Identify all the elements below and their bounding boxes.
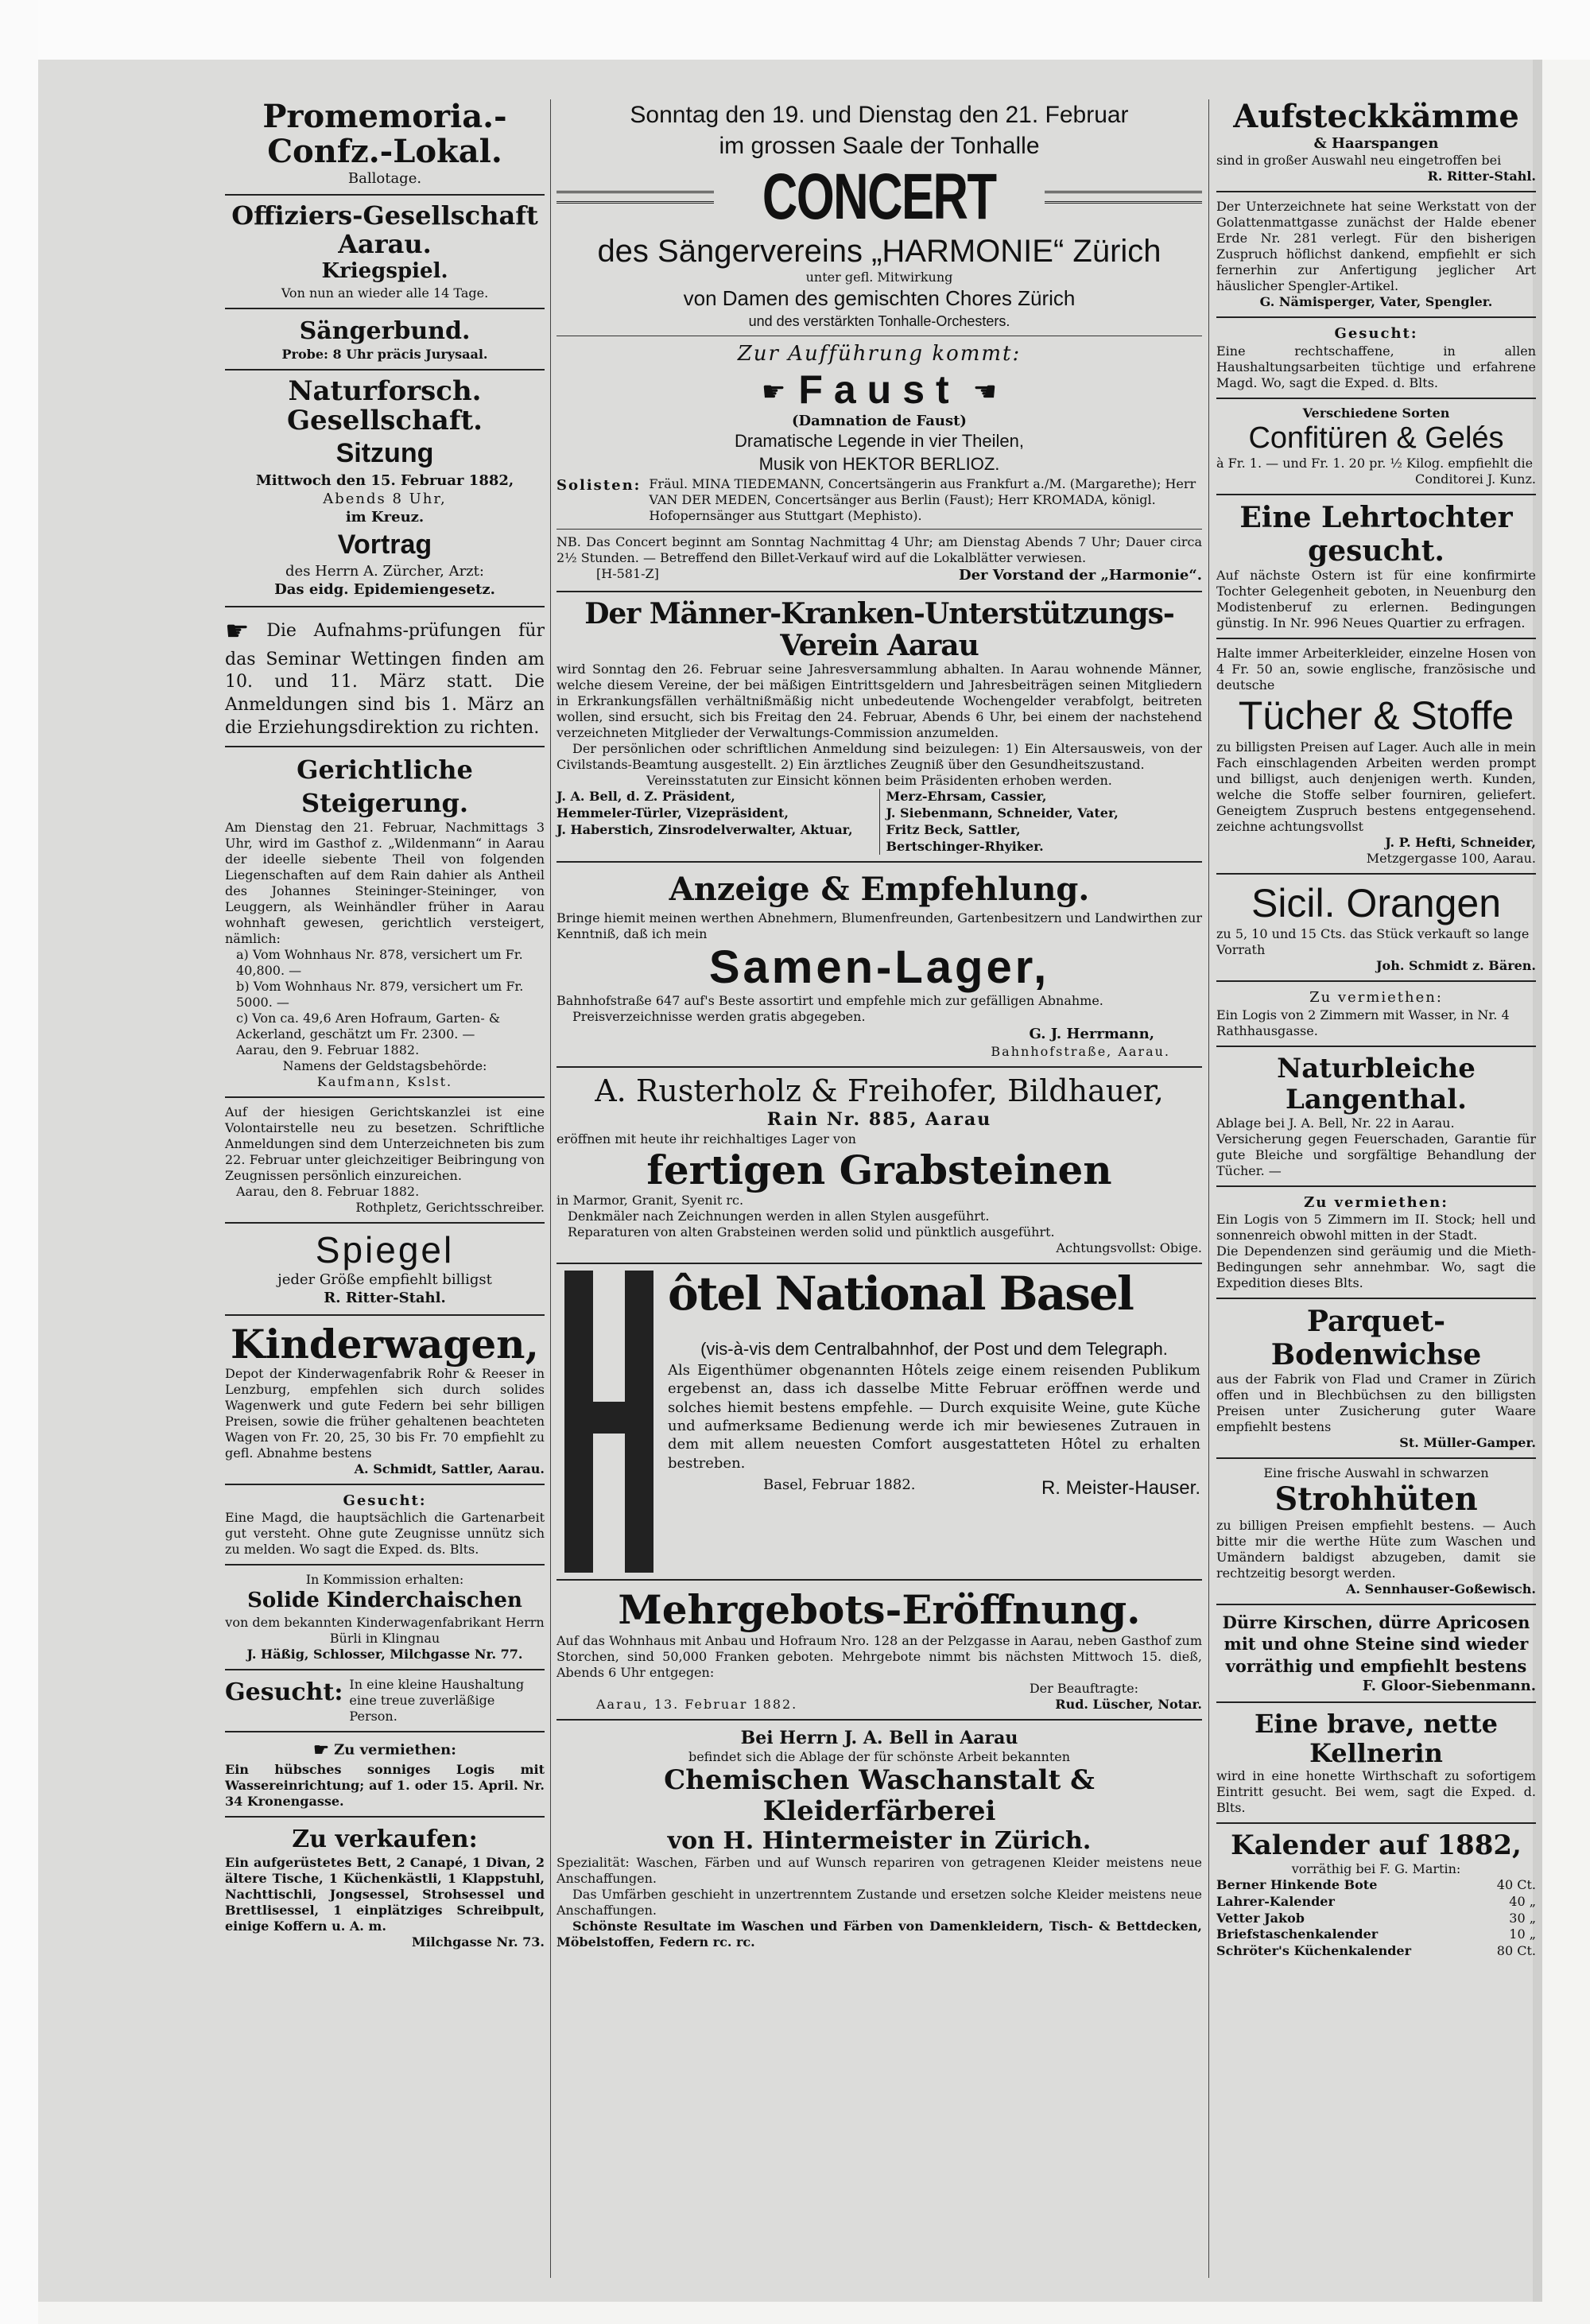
ad-offiziers-title: Offiziers-Gesellschaft Aarau. [231, 200, 538, 259]
ad-steigerung-authority: Namens der Geldstagsbehörde: [282, 1058, 487, 1074]
concert-venue: im grossen Saale der Tonhalle [719, 133, 1040, 159]
ad-kellnerin-body: wird in eine honette Wirthschaft zu sofortigem Eintritt gesucht. Bei wem, sagt die Exped. d. Blts. [1216, 1767, 1536, 1815]
hotel-title: ôtel National Basel [668, 1267, 1133, 1321]
ad-seminar [225, 614, 545, 740]
ad-kommission-body: von dem bekannten Kinderwagenfabrikant Herrn Bürli in Klingnau [225, 1614, 545, 1646]
ad-person-body: In eine kleine Haushaltung eine treue zuverläßige Person. [349, 1676, 525, 1724]
ad-confituren-sign: Conditorei J. Kunz. [1415, 471, 1536, 487]
ad-kalender-intro: vorräthig bei F. G. Martin: [1291, 1860, 1461, 1876]
concert-orchestra: und des verstärkten Tonhalle-Orchesters. [748, 312, 1010, 329]
verein-member: Hemmeler-Türler, Vizepräsident, [556, 805, 789, 821]
verein-members-right [879, 789, 1203, 855]
samen-lager: Samen-Lager, [708, 941, 1050, 994]
pointing-hand-icon: ☛ [225, 615, 250, 647]
concert-legend: Dramatische Legende in vier Theilen, [734, 431, 1025, 452]
ad-naturforsch-date: Mittwoch den 15. Februar 1882, [255, 471, 514, 489]
samen-title: Anzeige & Empfehlung. [669, 871, 1090, 909]
ad-logis2-title: Zu vermiethen: [1309, 989, 1443, 1007]
concert-society: des Sängervereins „HARMONIE“ Zürich [597, 234, 1161, 269]
ad-bleiche-title: Naturbleiche Langenthal. [1277, 1052, 1476, 1115]
rusterholz-sign: Achtungsvollst: Obige. [1056, 1240, 1202, 1256]
ad-logis-title-text: Zu vermiethen: [334, 1741, 456, 1759]
concert-work: Faust [798, 367, 960, 412]
ad-verkaufen-title: Zu verkaufen: [292, 1825, 478, 1853]
ad-parquet-body: aus der Fabrik von Flad und Cramer in Zürich offen und in Blechbüchsen zu den billigsten Preisen unter Zusicherung guter Waare empfiehlt bestens [1216, 1372, 1536, 1434]
ad-logis3-more: Die Dependenzen sind geräumig und die Mieth-Bedingungen sehr annehmbar. Wo, sagt die Expedition dieses Blts. [1216, 1243, 1536, 1291]
right-column [1216, 99, 1536, 1960]
waschanstalt-intro: Bei Herrn J. A. Bell in Aarau [740, 1727, 1018, 1748]
mehrgebot-body: Auf das Wohnhaus mit Anbau und Hofraum Nro. 128 an der Pelzgasse in Aarau, neben Gasthof zum Storchen, sind 50,000 Franken geboten. Mehrgebote nimmt bis nächsten Mittwoch 15. dieß, Abends 6 Uhr entgegen: [556, 1632, 1202, 1680]
waschanstalt-ablage: befindet sich die Ablage der für schönste Arbeit bekannten [688, 1749, 1071, 1765]
ad-kanzlei-date: Aarau, den 8. Februar 1882. [236, 1184, 420, 1200]
ad-kalender-list [1216, 1877, 1536, 1960]
ad-kaemme-sub: & Haarspangen [1313, 135, 1439, 152]
concert-title: CONCERT [762, 161, 996, 233]
concert-assist: unter gefl. Mitwirkung [805, 270, 953, 285]
verein-title: Der Männer-Kranken-Unterstützungs-Verein Aarau [584, 596, 1174, 662]
ad-confituren-intro: Verschiedene Sorten [1302, 405, 1450, 421]
ad-steigerung-sign: Kaufmann, Kslst. [316, 1074, 453, 1090]
hotel-date: Basel, Februar 1882. [763, 1476, 916, 1494]
kalender-name: Lahrer-Kalender [1216, 1893, 1335, 1909]
decorative-rule [1045, 191, 1202, 204]
ad-kaemme-body: sind in großer Auswahl neu eingetroffen bei [1216, 153, 1502, 169]
kalender-price: 30 „ [1509, 1910, 1536, 1926]
ad-spiegel-sign: R. Ritter-Stahl. [324, 1290, 446, 1307]
ad-person-title: Gesucht: [225, 1678, 343, 1706]
ad-seminar-text: Die Aufnahms-prüfungen für das Seminar Wettingen finden am 10. und 11. März statt. Die Anmeldungen sind bis 1. März an die Erziehungsdirektion zu richten. [225, 620, 545, 738]
ad-bleiche-ablage: Ablage bei J. A. Bell, Nr. 22 in Aarau. [1216, 1115, 1455, 1131]
rusterholz-product: fertigen Grabsteinen [646, 1146, 1112, 1193]
ad-naturforsch-topic: Das eidg. Epidemiengesetz. [274, 581, 495, 599]
ad-naturforsch-sitzung: Sitzung [335, 438, 434, 469]
ad-confituren-title: Confitüren & Gelés [1248, 421, 1504, 455]
ad-steigerung-body: Am Dienstag den 21. Februar, Nachmittags 3 Uhr, wird im Gasthof z. „Wildenmann“ in Aarau der ideelle siebente Theil von folgenden Liegenschaften auf dem Rain dahier als Antheil des Johannes Steininger-Steininger, von Leuggern, als Weinhändler früher in Aarau wohnhaft gewesen, gerichtlich versteigert, nämlich: [225, 820, 545, 947]
waschanstalt-results: Schönste Resultate im Waschen und Färben von Damenkleidern, Tisch- & Bettdecken, Möbelstoffen, Federn rc. rc. [556, 1919, 1202, 1950]
mehrgebot-date: Aarau, 13. Februar 1882. [596, 1696, 798, 1712]
ad-magd-title: Gesucht: [343, 1492, 427, 1509]
verein-members-left [556, 789, 873, 855]
hotel-ad [556, 1267, 1202, 1573]
ad-steigerung-b: b) Vom Wohnhaus Nr. 879, versichert um Fr. 5000. — [236, 979, 524, 1011]
ad-kirschen-sign: F. Gloor-Siebenmann. [1362, 1677, 1536, 1694]
verein-member: Bertschinger-Rhyiker. [886, 838, 1044, 854]
samen-address: Bahnhofstraße, Aarau. [991, 1043, 1170, 1059]
ad-kalender-title: Kalender auf 1882, [1231, 1829, 1522, 1861]
ad-kommission-title: Solide Kinderchaischen [247, 1589, 522, 1613]
list-item [1216, 1894, 1536, 1911]
ad-saengerbund-title: Sängerbund. [299, 316, 471, 345]
waschanstalt-title: Chemischen Waschanstalt & Kleiderfärberei [664, 1764, 1095, 1828]
left-column [225, 99, 545, 1950]
concert-sign-row [556, 566, 1202, 584]
ad-logis-title [225, 1739, 545, 1762]
rusterholz-repair: Reparaturen von alten Grabsteinen werden solid und pünktlich ausgeführt. [568, 1224, 1055, 1240]
ad-orangen-sign: Joh. Schmidt z. Bären. [1375, 958, 1536, 974]
ad-logis-body: Ein hübsches sonniges Logis mit Wassereinrichtung; auf 1. oder 15. April. Nr. 34 Kronengasse. [225, 1761, 545, 1809]
concert-composer: Musik von HEKTOR BERLIOZ. [758, 453, 1000, 474]
verein-member: Fritz Beck, Sattler, [886, 821, 1021, 837]
ad-logis2-body: Ein Logis von 2 Zimmern mit Wasser, in Nr. 4 Rathhausgasse. [1216, 1007, 1510, 1038]
hotel-sign: R. Meister-Hauser. [1041, 1477, 1200, 1500]
samen-body: Bahnhofstraße 647 auf's Beste assortirt und empfehle mich zur gefälligen Abnahme. [556, 993, 1103, 1009]
pointing-hand-left-icon: ☚ [972, 376, 998, 409]
ad-naturforsch-place: im Kreuz. [345, 509, 425, 526]
verein-docs: Der persönlichen oder schriftlichen Anmeldung sind beizulegen: 1) Ein Altersausweis, von der Civilstands-Beamtung ausgestellt. 2) Ein ärztliches Zeugniß über den Gesundheitszustand. [556, 741, 1202, 773]
ad-magd-body: Eine Magd, die hauptsächlich die Gartenarbeit gut versteht. Ohne gute Zeugnisse unnütz sich zu melden. Wo sagt die Exped. ds. Blts. [225, 1510, 545, 1558]
waschanstalt-special: Spezialität: Waschen, Färben und auf Wunsch repariren von getragenen Kleider meistens neue Anschaffungen. [556, 1855, 1202, 1887]
hotel-initial-h [556, 1271, 660, 1573]
mehrgebot-agent-label: Der Beauftragte: [1029, 1680, 1138, 1696]
concert-choir: von Damen des gemischten Chores Zürich [683, 286, 1076, 310]
kalender-name: Schröter's Küchenkalender [1216, 1943, 1412, 1959]
verein-statuten: Vereinsstatuten zur Einsicht können beim Präsidenten erhoben werden. [646, 773, 1112, 789]
scan-margin-left [0, 0, 38, 2324]
ad-steigerung-date: Aarau, den 9. Februar 1882. [236, 1042, 420, 1058]
ad-parquet-sign: St. Müller-Gamper. [1399, 1435, 1536, 1450]
ad-person [225, 1677, 545, 1725]
ad-strohhut-title: Strohhüten [1274, 1480, 1478, 1518]
ad-strohhut-sign: A. Sennhauser-Goßewisch. [1346, 1581, 1536, 1597]
concert-soloists-list: Fräul. MINA TIEDEMANN, Concertsängerin aus Frankfurt a./M. (Margarethe); Herr VAN DER MEDEN, Concertsänger aus Berlin (Faust); Herr KROMADA, königl. Hofopernsänger aus Stuttgart (Mephisto). [649, 475, 1196, 523]
center-column [556, 99, 1202, 1950]
kalender-price: 80 Ct. [1496, 1943, 1536, 1959]
decorative-rule [556, 191, 714, 204]
ad-verkaufen-sign: Milchgasse Nr. 73. [411, 1934, 545, 1950]
ad-kommission-intro: In Kommission erhalten: [305, 1572, 464, 1588]
ad-stoffe-title: Tücher & Stoffe [1238, 693, 1514, 739]
hotel-text: Als Eigenthümer obgenannten Hôtels zeige einem reisenden Publikum ergebenst an, dass ich dasselbe Mitte Februar eröffnen werde und solches hiemit bestens empfehle. — Durch exquisite Weine, gute Küche und aufmerksame Bedienung werde ich mir bewiesenes Zutrauen in dem mit allem neuesten Comfort ausgestatteten Hôtel zu erhalten bestreben. [668, 1361, 1200, 1472]
ad-orangen-title: Sicil. Orangen [1251, 880, 1502, 925]
ad-kinderwagen-title: Kinderwagen, [231, 1320, 539, 1368]
verein-member: Merz-Ehrsam, Cassier, [886, 789, 1047, 805]
ad-kinderwagen-sign: A. Schmidt, Sattler, Aarau. [354, 1461, 545, 1476]
ad-naturforsch-time: Abends 8 Uhr, [323, 490, 447, 507]
column-rule-left [550, 99, 551, 2278]
mehrgebot-sign: Rud. Lüscher, Notar. [1055, 1696, 1202, 1712]
waschanstalt-owner: von H. Hintermeister in Zürich. [667, 1826, 1092, 1855]
column-rule-right [1208, 99, 1209, 2278]
ad-kaemme-title: Aufsteckkämme [1233, 98, 1519, 135]
kalender-price: 40 „ [1509, 1893, 1536, 1909]
ad-parquet-title: Parquet-Bodenwichse [1270, 1305, 1482, 1372]
ad-kirschen-body: Dürre Kirschen, dürre Apricosen mit und ohne Steine sind wieder vorräthig und empfiehlt bestens [1222, 1612, 1530, 1676]
kalender-price: 10 „ [1509, 1926, 1536, 1942]
concert-code: [H-581-Z] [596, 565, 659, 581]
ad-bleiche-body: Versicherung gegen Feuerschaden, Garantie für gute Bleiche und sorgfältige Behandlung der Tücher. — [1216, 1131, 1536, 1178]
mehrgebot-title: Mehrgebots-Eröffnung. [618, 1586, 1141, 1634]
rusterholz-material: in Marmor, Granit, Syenit rc. [556, 1193, 744, 1209]
ad-strohhut-body: zu billigen Preisen empfiehlt bestens. — Auch bitte mir die werthe Hüte zum Waschen und Umändern baldigst abzugeben, damit sie rechtzeitig besorgt werden. [1216, 1518, 1536, 1581]
ad-naturforsch-speaker: des Herrn A. Zürcher, Arzt: [285, 562, 484, 580]
concert-date: Sonntag den 19. und Dienstag den 21. Februar [630, 102, 1129, 128]
kalender-name: Vetter Jakob [1216, 1910, 1305, 1926]
ad-confituren-body: à Fr. 1. — und Fr. 1. 20 pr. ½ Kilog. empfiehlt die [1216, 456, 1534, 471]
ad-kanzlei-sign: Rothpletz, Gerichtsschreiber. [355, 1200, 545, 1216]
ad-offiziers-note: Von nun an wieder alle 14 Tage. [281, 285, 489, 301]
verein-member: J. A. Bell, d. Z. Präsident, [556, 789, 735, 805]
ad-steigerung-title: Gerichtliche Steigerung. [297, 755, 473, 818]
verein-member: J. Siebenmann, Schneider, Vater, [886, 805, 1119, 821]
concert-sign: Der Vorstand der „Harmonie“. [958, 566, 1202, 584]
ad-magd2-title: Gesucht: [1334, 325, 1418, 343]
ad-lehrtochter-body: Auf nächste Ostern ist für eine konfirmirte Tochter Gelegenheit geboten, in Neuenburg den Modistenberuf zu erlernen. Bedingungen günstig. In Nr. 996 Neues Quartier zu erfragen. [1216, 568, 1536, 631]
ad-strohhut-intro: Eine frische Auswahl in schwarzen [1263, 1465, 1489, 1480]
pointing-hand-icon: ☛ [761, 376, 786, 409]
ad-naturforsch-title: Naturforsch. Gesellschaft. [286, 374, 483, 436]
ad-steigerung-a: a) Vom Wohnhaus Nr. 878, versichert um Fr. 40,800. — [236, 947, 523, 979]
rusterholz-address: Rain Nr. 885, Aarau [766, 1109, 992, 1131]
ad-werkstatt-body: Der Unterzeichnete hat seine Werkstatt von der Golattenmattgasse zunächst der Halde ebener Erde Nr. 281 verlegt. Für den bisherigen Zuspruch höflichst dankend, empfiehlt er sich fernerhin zur Anfertigung jeglicher Art häuslicher Spengler-Artikel. [1216, 199, 1536, 294]
concert-soloists-label: Solisten: [556, 476, 642, 494]
hotel-sign-row [668, 1476, 1200, 1500]
ad-kommission-sign: J. Häßig, Schlosser, Milchgasse Nr. 77. [246, 1646, 523, 1662]
ad-logis3-body: Ein Logis von 5 Zimmern im II. Stock; hell und sonnenreich obwohl mitten in der Stadt. [1216, 1212, 1536, 1243]
rusterholz-intro: eröffnen mit heute ihr reichhaltiges Lager von [556, 1131, 856, 1146]
list-item [1216, 1877, 1536, 1894]
concert-nb: NB. Das Concert beginnt am Sonntag Nachmittag 4 Uhr; am Dienstag Abends 7 Uhr; Dauer circa 2½ Stunden. — Betreffend den Billet-Verkauf wird auf die Lokalblätter verwiesen. [556, 533, 1202, 565]
ad-promemoria-title: Promemoria.-Confz.-Lokal. [262, 98, 507, 170]
kalender-name: Berner Hinkende Bote [1216, 1876, 1378, 1892]
verein-body: wird Sonntag den 26. Februar seine Jahresversammlung abhalten. In Aarau wohnende Männer, welche diesem Vereine, der bei mäßigen Eintrittsgeldern und Jahresbeiträgen seinen Mitgliedern in Erkrankungsfällen verhältnißmäßig nicht unbedeutende Wochengelder verabfolgt, beitreten wollen, sind ersucht, sich bis Freitag den 24. Februar, Abends 6 Uhr, bei einem der nachstehend verzeichneten Mitglieder der Verwaltungs-Commission anzumelden. [556, 662, 1202, 741]
waschanstalt-body: Das Umfärben geschieht in unzertrenntem Zustande und ersetzen solche Kleider meistens neue Anschaffungen. [556, 1887, 1202, 1919]
ad-steigerung-c: c) Von ca. 49,6 Aren Hofraum, Garten- & Ackerland, geschätzt um Fr. 2300. — [236, 1011, 501, 1042]
ad-stoffe-body: zu billigsten Preisen auf Lager. Auch alle in mein Fach einschlagenden Arbeiten werden prompt und billigst, auch denjenigen werth. Kunden, welche die Stoffe selber fourniren, geliefert. Geneigtem Zuspruch bestens entgegensehend. zeichne achtungsvollst [1216, 739, 1536, 834]
ad-magd2-body: Eine rechtschaffene, in allen Haushaltungsarbeiten tüchtige und erfahrene Magd. Wo, sagt die Exped. d. Blts. [1216, 343, 1536, 390]
samen-sign: G. J. Herrmann, [1029, 1026, 1154, 1043]
ad-stoffe-intro: Halte immer Arbeiterkleider, einzelne Hosen von 4 Fr. 50 an, sowie englische, französische und deutsche [1216, 646, 1536, 693]
scan-margin-top [0, 0, 1590, 60]
ad-saengerbund-note: Probe: 8 Uhr präcis Jurysaal. [281, 346, 488, 362]
list-item [1216, 1926, 1536, 1943]
ad-spiegel-title: Spiegel [315, 1229, 455, 1271]
ad-werkstatt-sign: G. Nämisperger, Vater, Spengler. [1259, 294, 1493, 310]
ad-lehrtochter-title: Eine Lehrtochter gesucht. [1239, 501, 1513, 568]
ad-kaemme-sign: R. Ritter-Stahl. [1427, 169, 1536, 184]
rusterholz-denkmal: Denkmäler nach Zeichnungen werden in allen Stylen ausgeführt. [568, 1209, 990, 1224]
ad-stoffe-address: Metzgergasse 100, Aarau. [1366, 850, 1536, 866]
ad-verkaufen-body: Ein aufgerüstetes Bett, 2 Canapé, 1 Divan, 2 ältere Tische, 1 Küchenkästli, 1 Klappstuhl, Nachttischli, Jongsessel, Strohsessel und Brettlisessel, 1 einplätziges Schreibpult, einige Koffern u. A. m. [225, 1854, 545, 1934]
concert-title-row [556, 161, 1202, 233]
ad-offiziers-sub: Kriegspiel. [321, 258, 448, 283]
concert-work-row [556, 368, 1202, 412]
hotel-body [668, 1338, 1200, 1500]
kalender-name: Briefstaschenkalender [1216, 1926, 1379, 1942]
hotel-location: (vis-à-vis dem Centralbahnhof, der Post und dem Telegraph. [700, 1339, 1168, 1360]
ad-kinderwagen-body: Depot der Kinderwagenfabrik Rohr & Reeser in Lenzburg, empfehlen sich durch solides Wagenwerk und gute Federn bei sehr billigen Preisen, sowie die früher gehaltenen beachteten Wagen von Fr. 20, 25, 30 bis Fr. 70 empfiehlt zu gefl. Abnahme bestens [225, 1365, 545, 1461]
concert-soloists [556, 476, 1202, 524]
verein-member: J. Haberstich, Zinsrodelverwalter, Aktuar, [556, 821, 853, 837]
ad-stoffe-sign: J. P. Hefti, Schneider, [1385, 834, 1536, 850]
ad-naturforsch-vortrag: Vortrag [337, 529, 432, 560]
concert-performance: Zur Aufführung kommt: [737, 342, 1022, 367]
kalender-price: 40 Ct. [1496, 1876, 1536, 1892]
ad-orangen-body: zu 5, 10 und 15 Cts. das Stück verkauft so lange Vorrath [1216, 926, 1530, 958]
ad-kanzlei-body: Auf der hiesigen Gerichtskanzlei ist eine Volontairstelle neu zu besetzen. Schriftliche Anmeldungen sind dem Unterzeichneten bis zum 22. Februar unter gleichzeitiger Beibringung von Zeugnissen persönlich einzureichen. [225, 1104, 545, 1184]
verein-members [556, 789, 1202, 855]
list-item [1216, 1911, 1536, 1927]
list-item [1216, 1943, 1536, 1960]
samen-price: Preisverzeichnisse werden gratis abgegeben. [572, 1009, 866, 1025]
pointing-hand-icon: ☛ [313, 1739, 329, 1760]
mehrgebot-sign-row [556, 1697, 1202, 1713]
samen-intro: Bringe hiemit meinen werthen Abnehmern, Blumenfreunden, Gartenbesitzern und Landwirthen zur Kenntniß, daß ich mein [556, 910, 1202, 942]
ad-kellnerin-title: Eine brave, nette Kellnerin [1254, 1709, 1499, 1769]
rusterholz-title: A. Rusterholz & Freihofer, Bildhauer, [595, 1073, 1164, 1108]
ad-promemoria-sub: Ballotage. [347, 170, 422, 187]
ad-spiegel-note: jeder Größe empfiehlt billigst [277, 1271, 492, 1289]
ad-logis3-title: Zu vermiethen: [1304, 1193, 1448, 1211]
concert-work-sub: (Damnation de Faust) [792, 412, 967, 429]
